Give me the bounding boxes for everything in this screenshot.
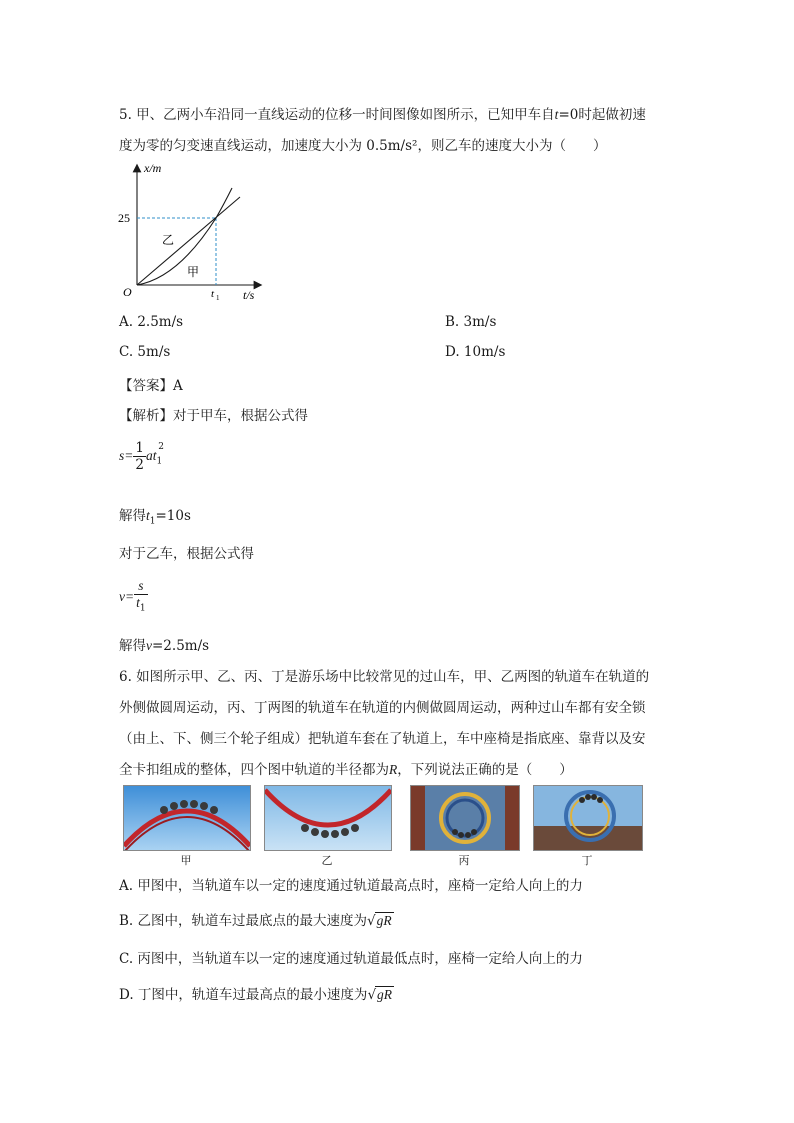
q6-option-b-text: B. 乙图中，轨道车过最底点的最大速度为 [119,913,368,929]
eq1-sup: 2 [158,441,164,452]
q5-option-c[interactable]: C. 5m/s [119,344,171,360]
solve2-val: =2.5m/s [152,638,210,654]
q5-equation-2 [119,578,148,617]
solve1-sub: 1 [149,516,156,527]
q6-radius-var: R [389,762,398,777]
x-axis-label: t/s [243,288,255,302]
eq1-rhs: at [145,448,157,463]
q6-stem-line4 [119,758,573,778]
caption-jia: 甲 [180,854,192,867]
eq2-lhs: v= [119,588,135,604]
q5-yi-head: 对于乙车，根据公式得 [119,546,254,562]
q5-t-var: t [554,107,559,122]
q5-stem-line1 [119,103,646,123]
q6-stem-line4-post: ，下列说法正确的是（ ） [397,762,573,778]
eq1-sub: 1 [156,456,163,467]
q5-xt-graph [118,160,268,305]
eq1-fraction [133,440,146,473]
eq1-den: 2 [135,457,144,473]
q6-option-d-sqrt: gR [377,987,393,1002]
q6-stem-line4-pre: 全卡扣组成的整体，四个图中轨道的半径都为 [119,762,389,778]
q6-option-b-sqrt: gR [376,913,392,928]
q6-option-c[interactable]: C. 丙图中，当轨道车以一定的速度通过轨道最低点时，座椅一定给人向上的力 [119,951,583,967]
q5-solve-1 [119,504,191,527]
label-jia: 甲 [187,265,200,279]
photo-jia-art [124,786,250,850]
curve-jia [137,188,232,285]
solve2-pre: 解得 [119,638,146,654]
q6-option-d[interactable] [119,983,394,1003]
eq1-lhs: s= [119,448,134,463]
q5-option-b[interactable]: B. 3m/s [445,314,497,330]
q5-option-a[interactable]: A. 2.5m/s [119,314,184,330]
q5-solve-2 [119,634,209,654]
photo-yi [264,785,392,851]
photo-jia [123,785,251,851]
sqrt-sign: √ [367,913,376,929]
q5-answer: 【答案】A [119,378,183,394]
solve2-var: v [146,638,152,653]
q6-stem-line1: 6. 如图所示甲、乙、丙、丁是游乐场中比较常见的过山车，甲、乙两图的轨道车在轨道的 [119,669,650,685]
origin-label: O [123,285,132,299]
x-tick-t1-sub: 1 [216,294,220,302]
photo-yi-art [265,786,391,850]
photo-ding-art [534,786,642,850]
caption-ding: 丁 [581,854,593,867]
q6-stem-line3: （由上、下、侧三个轮子组成）把轨道车套在了轨道上，车中座椅是指底座、靠背以及安 [119,731,646,747]
eq2-den [134,595,148,617]
label-yi: 乙 [162,233,175,247]
y-tick-25: 25 [118,211,130,225]
caption-yi: 乙 [321,854,333,867]
eq1-num: 1 [135,440,144,456]
q5-stem-line2: 度为零的匀变速直线运动，加速度大小为 0.5m/s²，则乙车的速度大小为（ ） [119,138,607,154]
solve1-var: t [146,508,150,523]
q6-option-d-text: D. 丁图中，轨道车过最高点的最小速度为 [119,987,368,1003]
eq2-fraction [134,578,148,617]
photo-ding [533,785,643,851]
q5-equation-1 [119,440,164,473]
eq2-den-var: t [136,595,140,610]
q5-stem-text1-tail: =0时起做初速 [558,107,646,123]
q6-option-b[interactable] [119,909,394,929]
photo-bing [410,785,520,851]
eq2-den-sub: 1 [139,603,146,614]
q6-stem-line2: 外侧做圆周运动，丙、丁两图的轨道车在轨道的内侧做圆周运动，两种过山车都有安全锁 [119,700,646,716]
photo-bing-art [411,786,519,850]
q5-stem-text1: 5. 甲、乙两小车沿同一直线运动的位移一时间图像如图所示，已知甲车自 [119,107,555,123]
solve1-pre: 解得 [119,508,146,524]
y-axis-label: x/m [144,161,162,175]
q5-analysis-head: 【解析】对于甲车，根据公式得 [119,408,308,424]
q6-option-a[interactable]: A. 甲图中，当轨道车以一定的速度通过轨道最高点时，座椅一定给人向上的力 [119,878,583,894]
caption-bing: 丙 [458,854,470,867]
x-tick-t1: t [211,288,215,300]
solve1-val: =10s [155,508,191,524]
sqrt-sign: √ [367,987,377,1003]
eq2-num: s [134,578,148,595]
q5-option-d[interactable]: D. 10m/s [445,344,506,360]
